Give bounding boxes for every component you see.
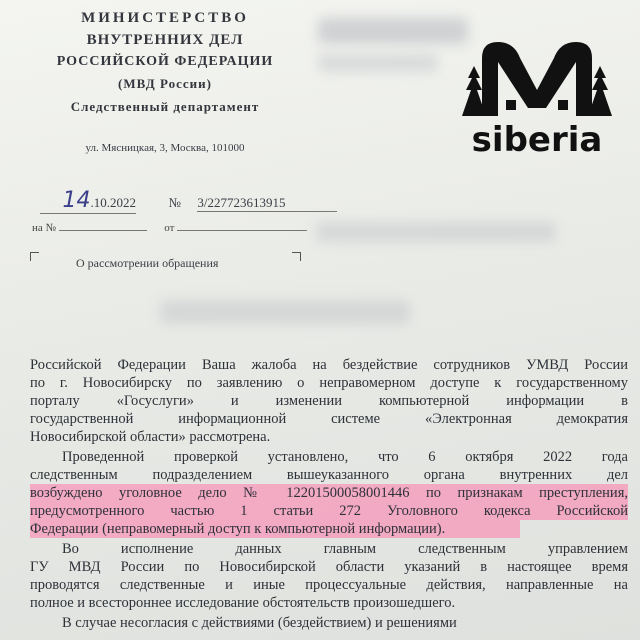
department-name: Следственный департамент [70, 99, 260, 114]
body-line-2: по г. Новосибирску по заявлению о неправомерном доступе к государственному [30, 375, 628, 391]
redacted-addressee-1 [316, 222, 556, 242]
redacted-addressee-2 [160, 300, 410, 324]
ministry-title-line3: РОССИЙСКОЙ ФЕДЕРАЦИИ [56, 54, 274, 69]
ministry-title: МИНИСТЕРСТВО [81, 10, 249, 26]
letter-subject: О рассмотрении обращения [76, 256, 219, 270]
body-line-4: государственной информационной системе «Электронная демократия [30, 411, 628, 427]
redacted-recipient [318, 18, 468, 44]
outgoing-number: 3/227723613915 [197, 195, 337, 212]
body-line-1: Российской Федерации Ваша жалоба на бездействие сотрудников УМВД России [30, 357, 628, 373]
ref-label: на № [32, 222, 57, 234]
body-line-6: Проведенной проверкой установлено, что 6 октября 2022 года [62, 449, 628, 465]
body-line-13: проводятся следственные и иные процессуальные действия, направленные на [30, 577, 628, 593]
m-forest-icon [462, 38, 612, 128]
from-label: от [164, 222, 175, 234]
ministry-title-line2: ВНУТРЕННИХ ДЕЛ [86, 32, 244, 48]
number-label: № [168, 195, 181, 210]
body-line-11: Во исполнение данных главным следственным управлением [62, 541, 628, 557]
body-line-15: В случае несогласия с действиями (бездействием) и решениями [62, 615, 457, 631]
highlighted-case-line-3: Федерации (неправомерный доступ к компьютерной информации). [30, 520, 520, 538]
subject-corner-right [292, 252, 301, 261]
body-line-7: следственным подразделением вышеуказанного органа внутренних дел [30, 467, 628, 483]
redacted-recipient-line2 [318, 54, 438, 72]
logo-wordmark: siberia [471, 120, 603, 160]
highlighted-case-line-1: возбуждено уголовное дело № 12201500058001446 по признакам преступления, [30, 485, 628, 501]
body-line-14: полное и всестороннее исследование обстоятельств произошедшего. [30, 595, 456, 611]
date-field [40, 188, 136, 214]
date-suffix: .10.2022 [90, 195, 136, 210]
highlighted-case-line-2: предусмотренного частью 1 статьи 272 Уголовного кодекса Российской [30, 503, 628, 519]
siberia-logo [462, 38, 612, 168]
ministry-abbrev: (МВД России) [118, 76, 212, 91]
reference-line [32, 222, 307, 234]
handwritten-day: 14 [62, 188, 91, 213]
ref-date-blank [177, 230, 307, 231]
date-number-line [40, 188, 337, 214]
ref-number-blank [59, 230, 147, 231]
body-line-12: ГУ МВД России по Новосибирской области указаний в настоящее время [30, 559, 628, 575]
subject-corner-left [30, 252, 39, 261]
body-line-5: Новосибирской области» рассмотрена. [30, 429, 271, 445]
department-address: ул. Мясницкая, 3, Москва, 101000 [85, 142, 245, 154]
body-line-3: порталу «Госуслуги» и изменении компьютерной информации в [30, 393, 628, 409]
